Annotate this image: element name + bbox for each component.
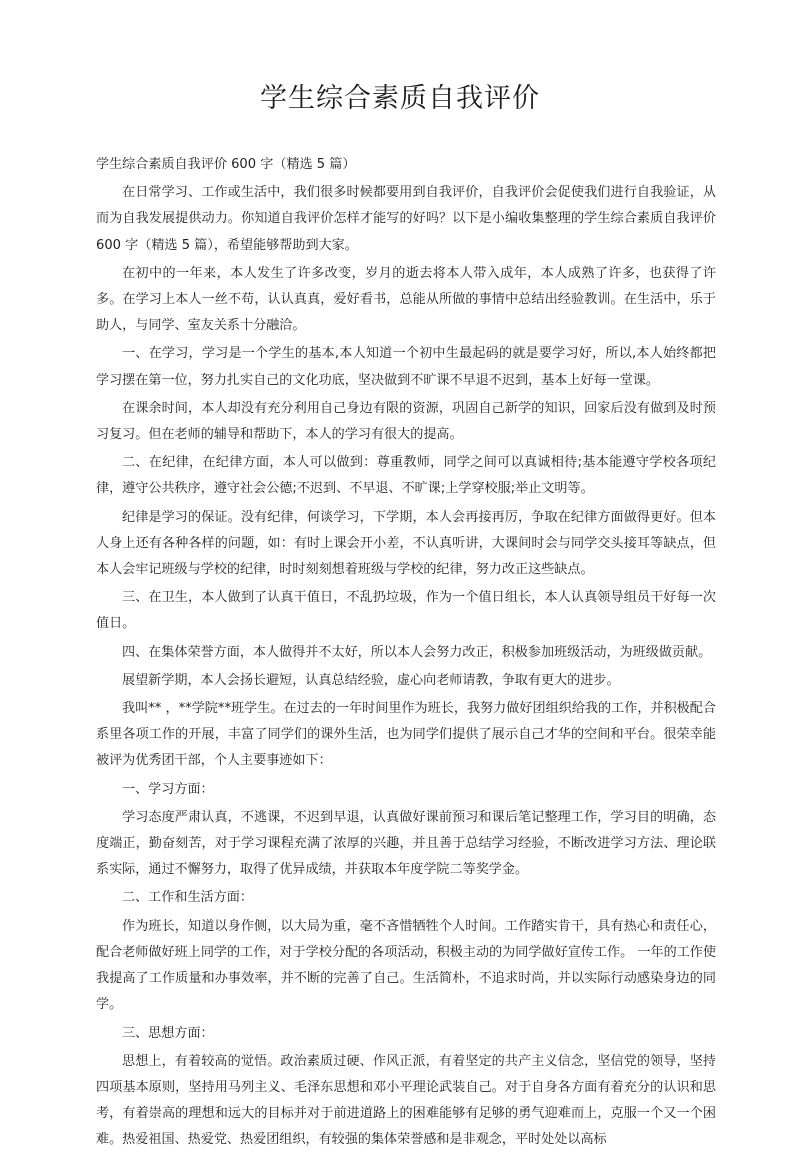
paragraph: 在初中的一年来，本人发生了许多改变，岁月的逝去将本人带入成年，本人成熟了许多，也获得了许多。在学习上本人一丝不苟，认认真真，爱好看书，总能从所做的事情中总结出经验教训。在生活中，乐于助人，与同学、室友关系十分融洽。 bbox=[96, 265, 716, 334]
paragraph: 学生综合素质自我评价 600 字（精选 5 篇） bbox=[96, 157, 356, 172]
document-body bbox=[96, 152, 716, 1154]
paragraph: 在日常学习、工作或生活中，我们很多时候都要用到自我评价，自我评价会促使我们进行自我验证，从而为自我发展提供动力。你知道自我评价怎样才能写的好吗？以下是小编收集整理的学生综合素质自我评价 600 字（精选 5 篇），希望能够帮助到大家。 bbox=[96, 185, 716, 253]
paragraph: 学习态度严肃认真，不逃课，不迟到早退，认真做好课前预习和课后笔记整理工作，学习目的明确，态度端正，勤奋刻苦，对于学习课程充满了浓厚的兴趣，并且善于总结学习经验，不断改进学习方法、理论联系实际，通过不懈努力，取得了优异成绩，并获取本年度学院二等奖学金。 bbox=[96, 809, 716, 878]
paragraph: 三、在卫生，本人做到了认真干值日，不乱扔垃圾，作为一个值日组长，本人认真领导组员干好每一次值日。 bbox=[96, 590, 716, 632]
paragraph: 我叫** ，**学院**班学生。在过去的一年时间里作为班长，我努力做好团组织给我的工作，并积极配合系里各项工作的开展，丰富了同学们的课外生活，也为同学们提供了展示自己才华的空间和平台。很荣幸能被评为优秀团干部，个人主要事迹如下： bbox=[96, 701, 716, 769]
paragraph: 二、在纪律，在纪律方面，本人可以做到：尊重教师，同学之间可以真诚相待;基本能遵守学校各项纪律，遵守公共秩序，遵守社会公德;不迟到、不早退、不旷课;上学穿校服;举止文明等。 bbox=[96, 455, 716, 497]
document-title: 学生综合素质自我评价 bbox=[260, 83, 540, 114]
paragraph: 展望新学期，本人会扬长避短，认真总结经验，虚心向老师请教，争取有更大的进步。 bbox=[122, 672, 620, 688]
paragraph: 在课余时间，本人却没有充分利用自己身边有限的资源，巩固自己新学的知识，回家后没有做到及时预习复习。但在老师的辅导和帮助下，本人的学习有很大的提高。 bbox=[96, 400, 716, 443]
paragraph: 思想上，有着较高的觉悟。政治素质过硬、作风正派，有着坚定的共产主义信念，坚信党的领导，坚持四项基本原则，坚持用马列主义、毛泽东思想和邓小平理论武装自己。对于自身各方面有着充分的认识和思考，有着崇高的理想和远大的目标并对于前进道路上的困难能够有足够的勇气迎难而上，克服一个又一个困难。热爱祖国、热爱党、热爱团组织，有较强的集体荣誉感和是非观念，平时处处以高标 bbox=[96, 1053, 716, 1148]
paragraph: 纪律是学习的保证。没有纪律，何谈学习，下学期，本人会再接再厉，争取在纪律方面做得更好。但本人身上还有各种各样的问题，如：有时上课会开小差，不认真听讲，大课间时会与同学交头接耳等缺点，但本人会牢记班级与学校的纪律，时时刻刻想着班级与学校的纪律，努力改正这些缺点。 bbox=[96, 509, 716, 578]
paragraph: 二、工作和生活方面： bbox=[122, 890, 253, 906]
paragraph: 四、在集体荣誉方面，本人做得并不太好，所以本人会努力改正，积极参加班级活动，为班级做贡献。 bbox=[122, 644, 712, 660]
paragraph: 三、思想方面： bbox=[122, 1025, 214, 1041]
paragraph: 一、在学习，学习是一个学生的基本,本人知道一个初中生最起码的就是要学习好，所以,本人始终都把学习摆在第一位，努力扎实自己的文化功底，坚决做到不旷课不早退不迟到，基本上好每一堂课。 bbox=[96, 346, 716, 388]
paragraph: 作为班长，知道以身作侧，以大局为重，毫不吝惜牺牲个人时间。工作踏实肯干，具有热心和责任心，配合老师做好班上同学的工作，对于学校分配的各项活动，积极主动的为同学做好宣传工作。 一年的工作使我提高了工作质量和办事效率，并不断的完善了自己。生活简朴，不追求时尚，并以实际行动感染身边的同学。 bbox=[96, 918, 716, 1013]
paragraph: 一、学习方面： bbox=[122, 781, 214, 797]
